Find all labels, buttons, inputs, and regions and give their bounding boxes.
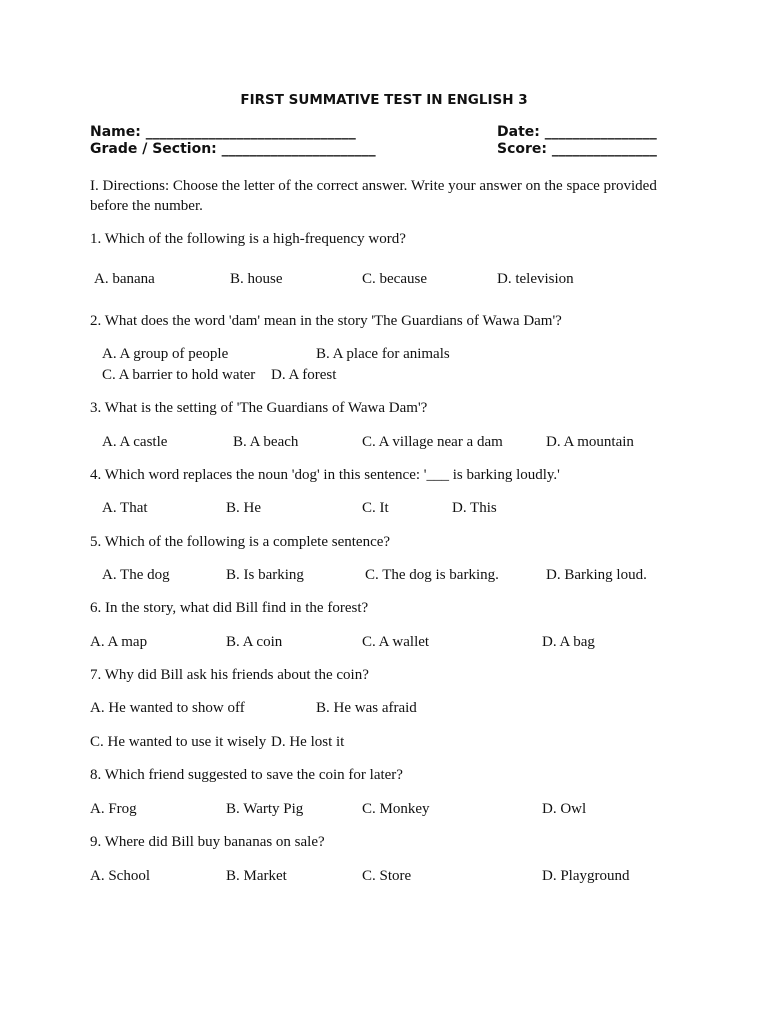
q5-option-a[interactable]: A. The dog: [102, 567, 170, 583]
q8-option-d[interactable]: D. Owl: [542, 801, 587, 817]
q1-option-a[interactable]: A. banana: [94, 271, 155, 287]
q2-option-b[interactable]: B. A place for animals: [316, 346, 450, 362]
directions: I. Directions: Choose the letter of the correct answer. Write your answer on the space provided before the number.: [90, 178, 657, 214]
q3-option-b[interactable]: B. A beach: [233, 434, 299, 450]
question-7: 7. Why did Bill ask his friends about the coin?: [90, 667, 369, 683]
q7-option-a[interactable]: A. He wanted to show off: [90, 700, 245, 716]
q8-option-c[interactable]: C. Monkey: [362, 801, 430, 817]
q3-option-a[interactable]: A. A castle: [102, 434, 168, 450]
q6-option-a[interactable]: A. A map: [90, 634, 148, 650]
date-field[interactable]: Date: ________________: [497, 124, 657, 140]
q7-option-d[interactable]: D. He lost it: [271, 734, 345, 750]
q5-option-b[interactable]: B. Is barking: [226, 567, 304, 583]
q8-option-b[interactable]: B. Warty Pig: [226, 801, 304, 817]
q4-option-a[interactable]: A. That: [102, 500, 148, 516]
q7-option-b[interactable]: B. He was afraid: [316, 700, 417, 716]
grade-section-field[interactable]: Grade / Section: ______________________: [90, 141, 376, 157]
q4-option-c[interactable]: C. It: [362, 500, 389, 516]
q6-option-b[interactable]: B. A coin: [226, 634, 283, 650]
q2-option-a[interactable]: A. A group of people: [102, 346, 229, 362]
q3-option-c[interactable]: C. A village near a dam: [362, 434, 503, 450]
q5-option-d[interactable]: D. Barking loud.: [546, 567, 647, 583]
question-1: 1. Which of the following is a high-frequency word?: [90, 231, 406, 247]
question-9: 9. Where did Bill buy bananas on sale?: [90, 834, 325, 850]
q6-option-d[interactable]: D. A bag: [542, 634, 595, 650]
q1-option-c[interactable]: C. because: [362, 271, 427, 287]
q4-option-d[interactable]: D. This: [452, 500, 497, 516]
question-4: 4. Which word replaces the noun 'dog' in this sentence: '___ is barking loudly.': [90, 467, 560, 483]
q9-option-c[interactable]: C. Store: [362, 868, 412, 884]
q7-option-c[interactable]: C. He wanted to use it wisely: [90, 734, 267, 750]
q1-option-b[interactable]: B. house: [230, 271, 283, 287]
q4-option-b[interactable]: B. He: [226, 500, 261, 516]
q2-option-c[interactable]: C. A barrier to hold water: [102, 367, 256, 383]
q9-option-b[interactable]: B. Market: [226, 868, 287, 884]
question-8: 8. Which friend suggested to save the coin for later?: [90, 767, 403, 783]
q8-option-a[interactable]: A. Frog: [90, 801, 137, 817]
question-6: 6. In the story, what did Bill find in the forest?: [90, 600, 369, 616]
question-3: 3. What is the setting of 'The Guardians of Wawa Dam'?: [90, 400, 428, 416]
q9-option-d[interactable]: D. Playground: [542, 868, 630, 884]
page-title: FIRST SUMMATIVE TEST IN ENGLISH 3: [240, 92, 528, 108]
q5-option-c[interactable]: C. The dog is barking.: [365, 567, 499, 583]
q2-option-d[interactable]: D. A forest: [271, 367, 337, 383]
name-field[interactable]: Name: ______________________________: [90, 124, 356, 140]
q9-option-a[interactable]: A. School: [90, 868, 150, 884]
question-5: 5. Which of the following is a complete sentence?: [90, 534, 391, 550]
question-2: 2. What does the word 'dam' mean in the story 'The Guardians of Wawa Dam'?: [90, 313, 562, 329]
q6-option-c[interactable]: C. A wallet: [362, 634, 430, 650]
q3-option-d[interactable]: D. A mountain: [546, 434, 634, 450]
q1-option-d[interactable]: D. television: [497, 271, 574, 287]
score-field[interactable]: Score: _______________: [497, 141, 657, 157]
